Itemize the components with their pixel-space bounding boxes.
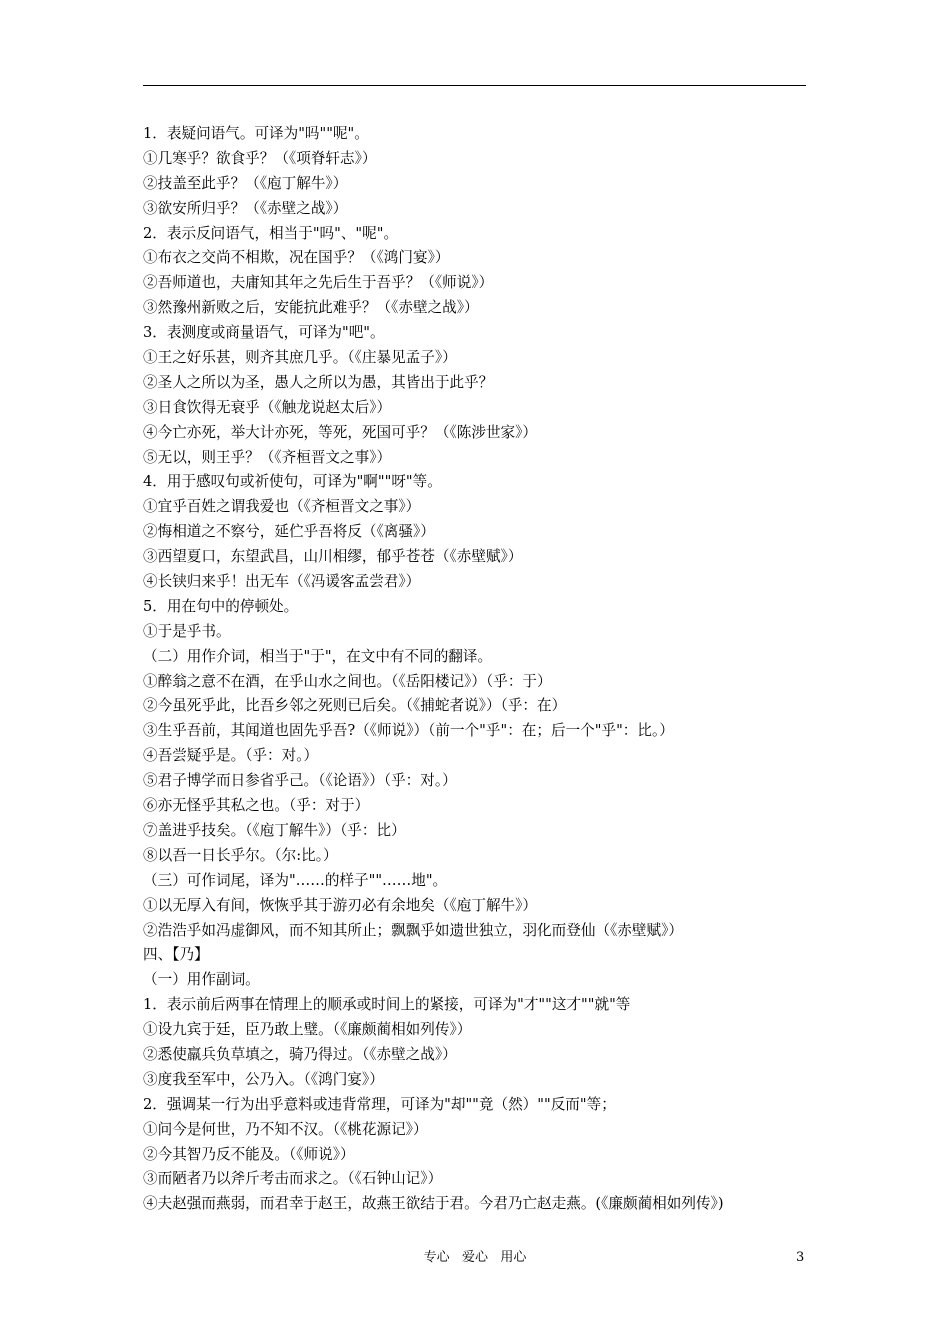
text-line: 四、【乃】	[143, 946, 209, 964]
text-line: ③度我至军中，公乃入。（《鸿门宴》）	[143, 1070, 384, 1088]
text-line: ③而陋者乃以斧斤考击而求之。（《石钟山记》）	[143, 1170, 443, 1188]
text-line: ④吾尝疑乎是。（乎：对。）	[143, 747, 319, 765]
text-line: ⑤无以，则王乎？（《齐桓晋文之事》）	[143, 448, 392, 466]
text-line: ⑦盖进乎技矣。（《庖丁解牛》）（乎：比）	[143, 821, 406, 839]
text-line: （二）用作介词，相当于"于"，在文中有不同的翻译。	[143, 647, 493, 665]
text-line: ①以无厚入有间，恢恢乎其于游刃必有余地矣（《庖丁解牛》）	[143, 896, 538, 914]
text-line: ②悔相道之不察兮，延伫乎吾将反（《离骚》）	[143, 523, 435, 541]
footer-motto: 专心 爱心 用心	[423, 1250, 527, 1265]
text-line: ⑤君子博学而日参省乎己。（《论语》）（乎：对。）	[143, 772, 457, 790]
text-line: ③欲安所归乎？（《赤壁之战》）	[143, 199, 348, 217]
text-line: ②今其智乃反不能及。（《师说》）	[143, 1145, 355, 1163]
text-line: 2．强调某一行为出乎意料或违背常理，可译为"却""竟（然）""反而"等；	[143, 1095, 616, 1113]
text-line: ④夫赵强而燕弱，而君幸于赵王，故燕王欲结于君。今君乃亡赵走燕。(《廉颇蔺相如列传》)	[143, 1195, 724, 1213]
text-line: ①醉翁之意不在酒，在乎山水之间也。（《岳阳楼记》）（乎：于）	[143, 672, 552, 690]
text-line: ③生乎吾前，其闻道也固先乎吾?（《师说》）（前一个"乎"：在；后一个"乎"：比。）	[143, 722, 674, 740]
text-line: ②吾师道也，夫庸知其年之先后生于吾乎？（《师说》）	[143, 274, 494, 292]
text-line: ①问今是何世，乃不知不汉。（《桃花源记》）	[143, 1120, 428, 1138]
text-line: ①设九宾于廷，臣乃敢上璧。（《廉颇蔺相如列传》）	[143, 1021, 472, 1039]
text-line: ④今亡亦死，举大计亦死，等死，死国可乎？（《陈涉世家》）	[143, 423, 538, 441]
text-line: ①宜乎百姓之谓我爱也（《齐桓晋文之事》）	[143, 498, 421, 516]
text-line: 1．表疑问语气。可译为"吗""呢"。	[143, 125, 369, 142]
text-line: ③西望夏口，东望武昌，山川相缪，郁乎苍苍（《赤壁赋》）	[143, 548, 523, 566]
text-line: ②浩浩乎如冯虚御风，而不知其所止；飘飘乎如遗世独立，羽化而登仙（《赤壁赋》）	[143, 921, 683, 939]
text-line: 1．表示前后两事在情理上的顺承或时间上的紧接，可译为"才""这才""就"等	[143, 996, 631, 1014]
text-line: 5．用在句中的停顿处。	[143, 597, 299, 615]
text-line: ①王之好乐甚，则齐其庶几乎。（《庄暴见孟子》）	[143, 349, 457, 367]
text-line: ②圣人之所以为圣，愚人之所以为愚，其皆出于此乎？	[143, 373, 494, 391]
text-line: ①布衣之交尚不相欺，况在国乎？（《鸿门宴》）	[143, 249, 450, 267]
text-line: ④长铗归来乎！出无车（《冯谖客孟尝君》）	[143, 573, 421, 591]
text-line: 4．用于感叹句或祈使句，可译为"啊""呀"等。	[143, 473, 442, 491]
text-line: ⑥亦无怪乎其私之也。（乎：对于）	[143, 797, 370, 815]
text-line: ⑧以吾一日长乎尔。（尔:比。）	[143, 846, 338, 864]
text-line: 2．表示反问语气，相当于"吗"、"呢"。	[143, 224, 399, 242]
text-line: （一）用作副词。	[143, 971, 260, 989]
text-line: ②技盖至此乎？（《庖丁解牛》）	[143, 174, 348, 192]
text-line: ②悉使羸兵负草填之，骑乃得过。（《赤壁之战》）	[143, 1045, 457, 1063]
header-rule	[143, 85, 806, 86]
text-line: 3．表测度或商量语气，可译为"吧"。	[143, 324, 385, 342]
text-line: ②今虽死乎此，比吾乡邻之死则已后矣。（《捕蛇者说》）（乎：在）	[143, 697, 567, 715]
document-body	[143, 122, 823, 1217]
text-line: ①于是乎书。	[143, 622, 231, 640]
text-line: ③然豫州新败之后，安能抗此难乎？（《赤壁之战》）	[143, 299, 479, 317]
text-line: （三）可作词尾，译为"……的样子""……地"。	[143, 871, 448, 889]
text-line: ③日食饮得无衰乎（《触龙说赵太后》）	[143, 398, 392, 416]
page-number: 3	[796, 1250, 805, 1265]
text-line: ①几寒乎？欲食乎？（《项脊轩志》）	[143, 149, 377, 167]
